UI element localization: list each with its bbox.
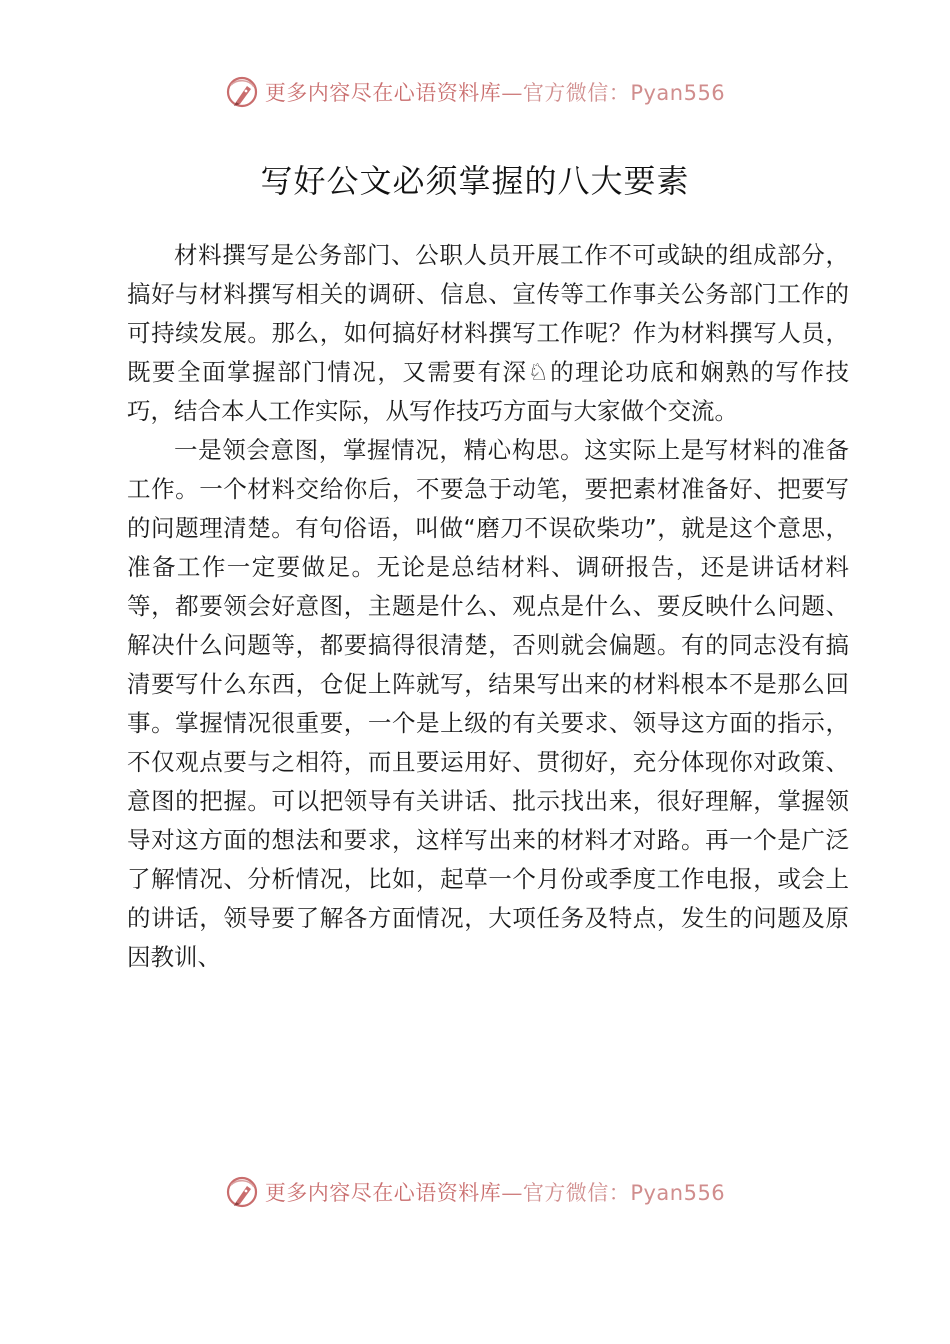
- footer-watermark: [0, 1172, 950, 1212]
- watermark-text: [265, 1177, 725, 1207]
- header-watermark: [0, 72, 950, 112]
- watermark-main-text: 更多内容尽在心语资料库: [264, 1181, 502, 1205]
- document-body: [127, 236, 849, 977]
- document-title: 写好公文必须掌握的八大要素: [260, 162, 690, 200]
- watermark-wechat-label: 官方微信：: [522, 81, 631, 105]
- watermark-wechat-label: 官方微信：: [522, 1181, 631, 1205]
- paragraph-point-one: 一是领会意图，掌握情况，精心构思。这实际上是写材料的准备工作。一个材料交给你后，不要急于动笔，要把素材准备好、把要写的问题理清楚。有句俗语，叫做“磨刀不误砍柴功”，就是这个意思，准备工作一定要做足。无论是总结材料、调研报告，还是讲话材料等，都要领会好意图，主题是什么、观点是什么、要反映什么问题、解决什么问题等，都要搞得很清楚，否则就会偏题。有的同志没有搞清要写什么东西，仓促上阵就写，结果写出来的材料根本不是那么回事。掌握情况很重要，一个是上级的有关要求、领导这方面的指示，不仅观点要与之相符，而且要运用好、贯彻好，充分体现你对政策、意图的把握。可以把领导有关讲话、批示找出来，很好理解，掌握领导对这方面的想法和要求，这样写出来的材料才对路。再一个是广泛了解情况、分析情况，比如，起草一个月份或季度工作电报，或会上的讲话，领导要了解各方面情况，大项任务及特点，发生的问题及原因教训、: [127, 436, 849, 971]
- watermark-main-text: 更多内容尽在心语资料库: [264, 81, 502, 105]
- watermark-text: [265, 77, 725, 107]
- paragraph-intro: 材料撰写是公务部门、公职人员开展工作不可或缺的组成部分，搞好与材料撰写相关的调研、信息、宣传等工作事关公务部门工作的可持续发展。那么，如何搞好材料撰写工作呢？作为材料撰写人员，既要全面掌握部门情况，又需要有深♘的理论功底和娴熟的写作技巧，结合本人工作实际，从写作技巧方面与大家做个交流。: [127, 241, 849, 425]
- pen-nib-logo-icon: [225, 75, 259, 109]
- watermark-dash: —: [501, 81, 523, 105]
- pen-nib-logo-icon: [225, 1175, 259, 1209]
- watermark-wechat-id: Pyan556: [630, 81, 726, 105]
- watermark-wechat-id: Pyan556: [630, 1181, 726, 1205]
- watermark-dash: —: [501, 1181, 523, 1205]
